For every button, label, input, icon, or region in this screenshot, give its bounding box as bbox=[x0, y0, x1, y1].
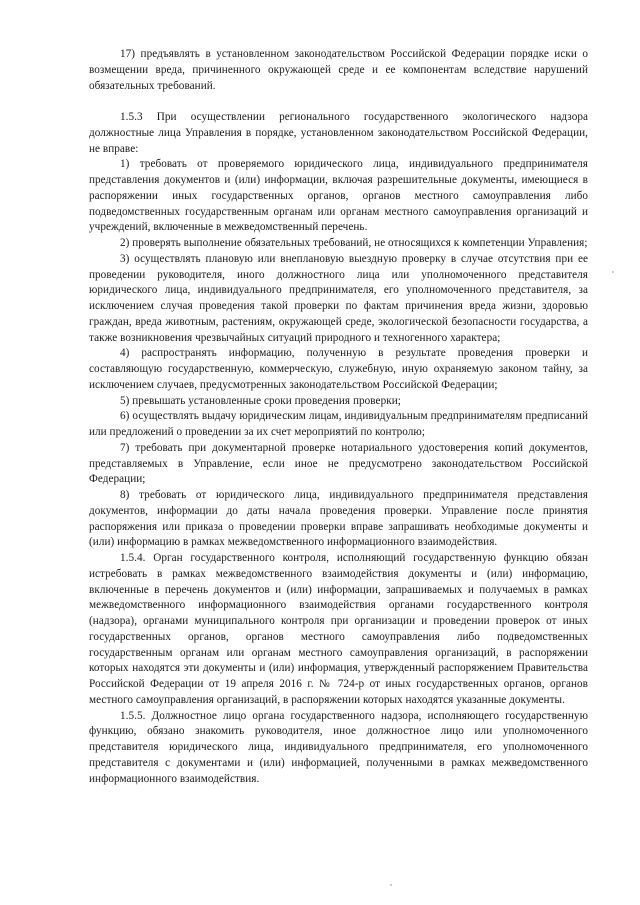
paragraph-item-5: 5) превышать установленные сроки проведения проверки; bbox=[120, 394, 401, 407]
paragraph-section-1-5-4: 1.5.4. Орган государственного контроля, исполняющий государственную функцию обязан истребовать в рамках межведомственного взаимодействия документы и (или) информацию, включенные в перечень документов и (или) информации, запрашиваемых и получаемых в рамках межведомственного информационного взаимодействия органами государственного контроля (надзора), органами муниципального контроля при организации и проведении проверок от иных государственных органов, органов местного самоуправления либо подведомственных государственным органам или органам местного самоуправления организаций, в распоряжении которых находятся эти документы и (или) информация, утвержденный распоряжением Правительства Российской Федерации от 19 апреля 2016 г. № 724-р от иных государственных органов, органов местного самоуправления организаций, в распоряжении которых находятся указанные документы. bbox=[89, 552, 588, 706]
paragraph-item-17: 17) предъявлять в установленном законодательством Российской Федерации порядке иски о возмещении вреда, причиненного окружающей среде и ее компонентам вследствие нарушений обязательных требований. bbox=[89, 48, 588, 92]
paragraph-item-6: 6) осуществлять выдачу юридическим лицам, индивидуальным предпринимателям предписаний или предложений о проведении за их счет мероприятий по контролю; bbox=[89, 410, 588, 438]
paragraph-section-1-5-5: 1.5.5. Должностное лицо органа государственного надзора, исполняющего государственную функцию, обязано знакомить руководителя, иное должностное лицо или уполномоченного представителя юридического лица, индивидуального предпринимателя, его уполномоченного представителя с документами и (или) информацией, полученными в рамках межведомственного информационного взаимодействия. bbox=[89, 709, 588, 785]
paragraph-section-1-5-3: 1.5.3 При осуществлении регионального государственного экологического надзора должностные лица Управления в порядке, установленном законодательством Российской Федерации, не вправе: bbox=[89, 111, 588, 155]
paragraph-item-7: 7) требовать при документарной проверке нотариального удостоверения копий документов, представляемых в Управление, если иное не предусмотрено законодательством Российской Федерации; bbox=[89, 441, 588, 486]
paragraph-item-8: 8) требовать от юридического лица, индивидуального предпринимателя представления документов, информации до даты начала проведения проверки. Управление после принятия распоряжения или приказа о проведении проверки вправе запрашивать необходимые документы и (или) информацию в рамках межведомственного информационного взаимодействия. bbox=[89, 489, 588, 549]
scan-speck bbox=[612, 271, 614, 273]
scan-speck bbox=[390, 884, 392, 886]
paragraph-item-4: 4) распространять информацию, полученную в результате проведения проверки и составляющую государственную, коммерческую, служебную, иную охраняемую законом тайну, за исключением случаев, предусмотренных законодательством Российской Федерации; bbox=[89, 347, 588, 391]
paragraph-item-3: 3) осуществлять плановую или внеплановую выездную проверку в случае отсутствия при ее проведении руководителя, иного должностного лица или уполномоченного представителя юридического лица, индивидуального предпринимателя, его уполномоченного представителя, за исключением случая проведения такой проверки по фактам причинения вреда жизни, здоровью граждан, вреда животным, растениям, окружающей среде, экологической безопасности государства, а также возникновения чрезвычайных ситуаций природного и техногенного характера; bbox=[89, 252, 588, 344]
paragraph-item-2: 2) проверять выполнение обязательных требований, не относящихся к компетенции Управления; bbox=[120, 237, 588, 249]
document-body bbox=[89, 47, 588, 787]
paragraph-item-1: 1) требовать от проверяемого юридического лица, индивидуального предпринимателя представления документов и (или) информации, включая разрешительные документы, имеющиеся в распоряжении иных государственных органов, органов местного самоуправления либо подведомственных государственным органам или органам местного самоуправления организаций и учреждений, включенные в межведомственный перечень. bbox=[89, 158, 588, 234]
